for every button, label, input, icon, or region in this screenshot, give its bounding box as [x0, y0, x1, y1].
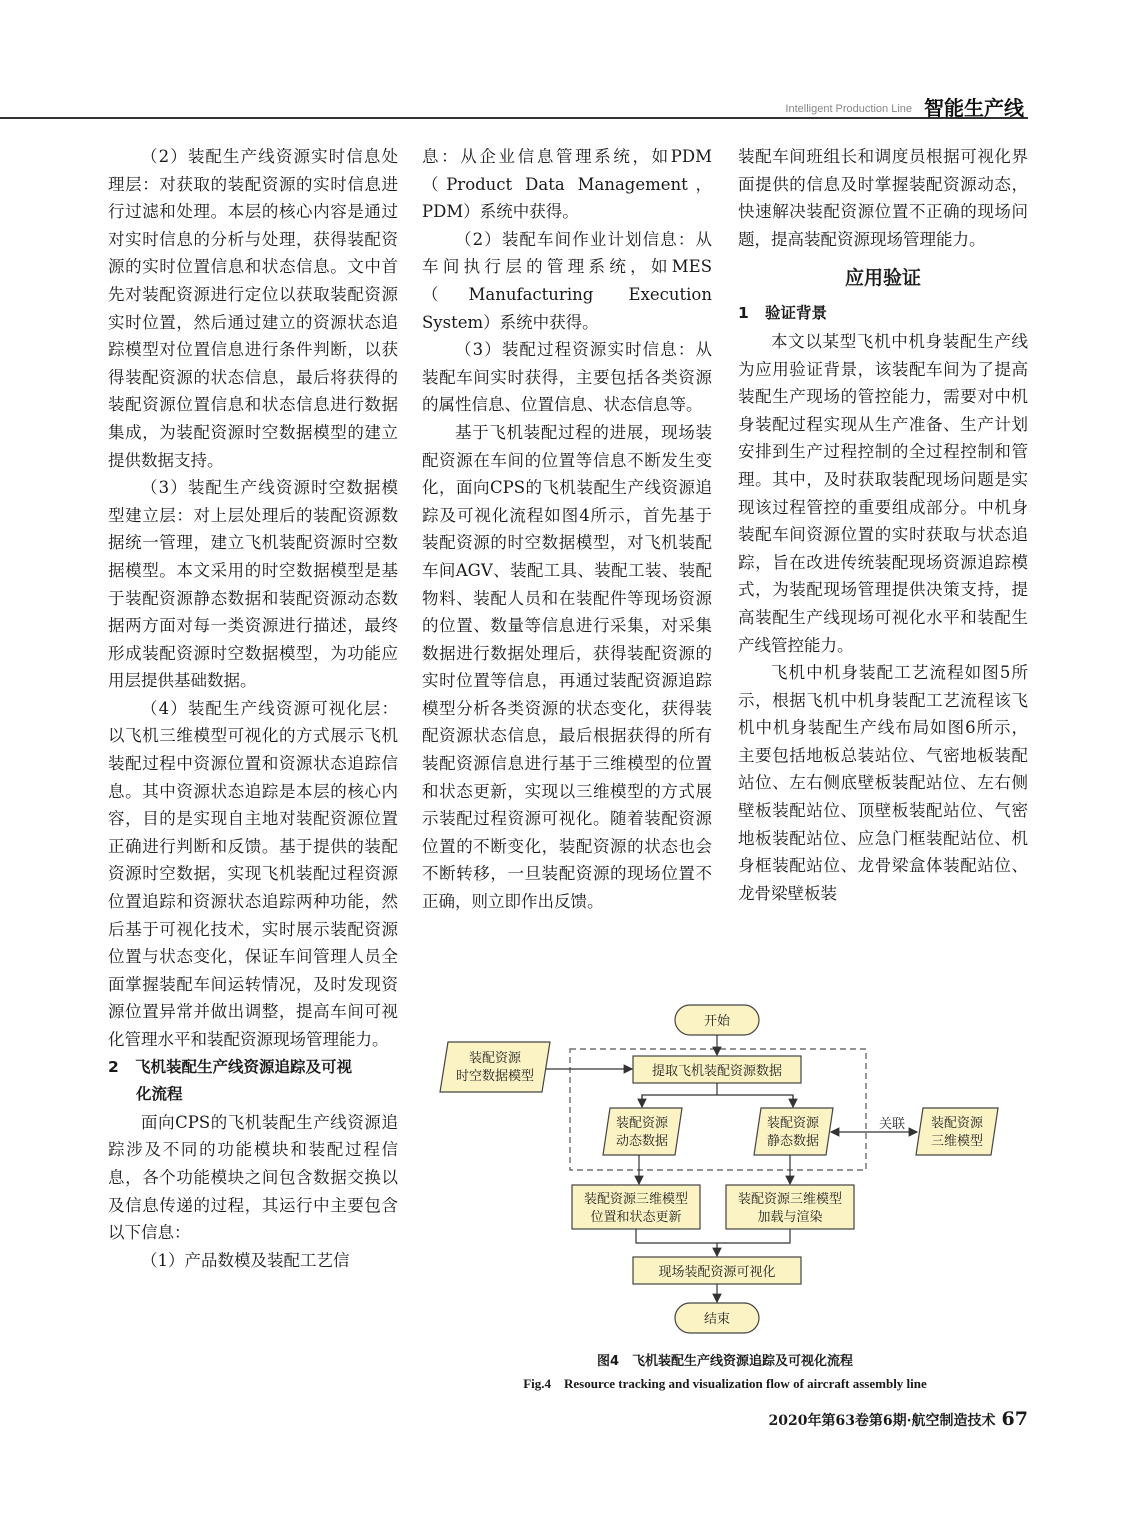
column-right	[738, 143, 1028, 907]
page-number: 67	[1001, 1408, 1028, 1430]
figure-flowchart	[420, 1000, 1030, 1340]
section-title: 验证背景	[765, 304, 828, 323]
3d-model-label-1: 装配资源	[930, 1116, 984, 1131]
paragraph: （4）装配生产线资源可视化层：以飞机三维模型可视化的方式展示飞机装配过程中资源位置和资源状态追踪信息。其中资源状态追踪是本层的核心内容，目的是实现自主地对装配资源位置正确进行判断和反馈。基于提供的装配资源时空数据，实现飞机装配过程资源位置追踪和资源状态追踪两种功能，然后基于可视化技术，实时展示装配资源位置与状态变化，保证车间管理人员全面掌握装配车间运转情况，及时发现资源位置异常并做出调整，提高车间可视化管理水平和装配资源现场管理能力。	[108, 698, 398, 1049]
dynamic-data-label-1: 装配资源	[615, 1116, 669, 1131]
extract-data-label: 提取飞机装配资源数据	[651, 1064, 783, 1079]
paragraph: （2）装配生产线资源实时信息处理层：对获取的装配资源的实时信息进行过滤和处理。本层的核心内容是通过对实时信息的分析与处理，获得装配资源的实时位置信息和状态信息。文中首先对装配资源进行定位以获取装配资源实时位置，然后通过建立的资源状态追踪模型对位置信息进行条件判断，以获得装配资源的状态信息，最后将获得的装配资源位置信息和状态信息进行数据集成，为装配资源时空数据模型的建立提供数据支持。	[108, 147, 398, 470]
dynamic-data-label-2: 动态数据	[615, 1134, 669, 1149]
section-number: 2	[108, 1057, 119, 1076]
paragraph: （3）装配过程资源实时信息：从装配车间实时获得，主要包括各类资源的属性信息、位置信息、状态信息等。	[422, 340, 712, 415]
line-extract-split	[642, 1095, 793, 1107]
journal-info: 2020年第63卷第6期·航空制造技术	[768, 1413, 996, 1429]
start-label: 开始	[703, 1014, 731, 1029]
spatiotemporal-model-node	[440, 1042, 550, 1092]
page-footer	[768, 1408, 1028, 1430]
paragraph: 飞机中机身装配工艺流程如图5所示，根据飞机中机身装配工艺流程该飞机中机身装配生产线布局如图6所示，主要包括地板总装站位、气密地板装配站位、左右侧底壁板装配站位、左右侧壁板装配站位、顶壁板装配站位、气密地板装配站位、应急门框装配站位、机身框装配站位、龙骨梁盒体装配站位、龙骨梁壁板装	[738, 663, 1028, 903]
static-data-label-2: 静态数据	[766, 1134, 820, 1149]
relate-label: 关联	[878, 1117, 906, 1132]
position-state-update-label-2: 位置和状态更新	[590, 1210, 682, 1225]
header-english-title: Intelligent Production Line	[785, 103, 912, 115]
flowchart-svg	[420, 1000, 1030, 1340]
figure-caption-english: Fig.4 Resource tracking and visualization flow of aircraft assembly line	[523, 1376, 927, 1391]
section-number: 1	[738, 304, 749, 323]
application-heading: 应用验证	[844, 267, 921, 290]
paragraph: 基于飞机装配过程的进展，现场装配资源在车间的位置等信息不断发生变化，面向CPS的飞机装配生产线资源追踪及可视化流程如图4所示，首先基于装配资源的时空数据模型，对飞机装配车间AGV、装配工具、装配工装、装配物料、装配人员和在装配件等现场资源的位置、数量等信息进行采集，对采集数据进行数据处理后，获得装配资源的实时位置等信息，再通过装配资源追踪模型分析各类资源的状态变化，获得装配资源状态信息，最后根据获得的所有装配资源信息进行基于三维模型的位置和状态更新，实现以三维模型的方式展示装配过程资源可视化。随着装配资源位置的不断变化，装配资源的状态也会不断转移，一旦装配资源的现场位置不正确，则立即作出反馈。	[422, 422, 712, 912]
column-left	[108, 143, 398, 1274]
paragraph: （3）装配生产线资源时空数据模型建立层：对上层处理后的装配资源数据统一管理，建立飞机装配资源时空数据模型。本文采用的时空数据模型是基于装配资源静态数据和装配资源动态数据两方面对每一类资源进行描述，最终形成装配资源时空数据模型，为功能应用层提供基础数据。	[108, 478, 398, 691]
position-state-update-label-1: 装配资源三维模型	[583, 1192, 689, 1207]
visualization-label: 现场装配资源可视化	[658, 1265, 776, 1280]
figure-caption-chinese: 图4 飞机装配生产线资源追踪及可视化流程	[596, 1354, 854, 1369]
section-heading-1	[738, 300, 1028, 328]
paragraph: 本文以某型飞机中机身装配生产线为应用验证背景，该装配车间为了提高装配生产现场的管控能力，需要对中机身装配过程实现从生产准备、生产计划安排到生产过程控制的全过程控制和管理。其中，及时获取装配现场问题是实现该过程管控的重要组成部分。中机身装配车间资源位置的实时获取与状态追踪，旨在改进传统装配现场资源追踪模式，为装配现场管理提供决策支持，提高装配生产线现场可视化水平和装配生产线管控能力。	[738, 331, 1028, 655]
3d-model-label-2: 三维模型	[930, 1134, 984, 1149]
column-middle	[422, 143, 712, 916]
section-heading-2	[108, 1054, 398, 1109]
load-render-label-2: 加载与渲染	[757, 1210, 823, 1225]
load-render-label-1: 装配资源三维模型	[737, 1192, 843, 1207]
spatiotemporal-model-label-1: 装配资源	[468, 1051, 522, 1066]
line-merge	[636, 1229, 790, 1243]
static-data-label-1: 装配资源	[766, 1116, 820, 1131]
section-title-line2: 化流程	[136, 1085, 183, 1104]
paragraph: 面向CPS的飞机装配生产线资源追踪涉及不同的功能模块和装配过程信息，各个功能模块之间包含数据交换以及信息传递的过程，其运行中主要包含以下信息：	[108, 1112, 398, 1243]
paragraph: （2）装配车间作业计划信息：从车间执行层的管理系统，如MES（Manufacturing Execution System）系统中获得。	[422, 229, 712, 332]
spatiotemporal-model-label-2: 时空数据模型	[455, 1069, 535, 1084]
paragraph: 息：从企业信息管理系统，如PDM（Product Data Management，PDM）系统中获得。	[422, 147, 712, 222]
header-rule	[0, 117, 1028, 119]
end-label: 结束	[703, 1312, 731, 1327]
header-chinese-title: 智能生产线	[924, 96, 1024, 120]
paragraph: （1）产品数模及装配工艺信	[141, 1250, 350, 1270]
section-title-line1: 飞机装配生产线资源追踪及可视	[135, 1057, 353, 1076]
paragraph: 装配车间班组长和调度员根据可视化界面提供的信息及时掌握装配资源动态，快速解决装配资源位置不正确的现场问题，提高装配资源现场管理能力。	[738, 147, 1028, 249]
